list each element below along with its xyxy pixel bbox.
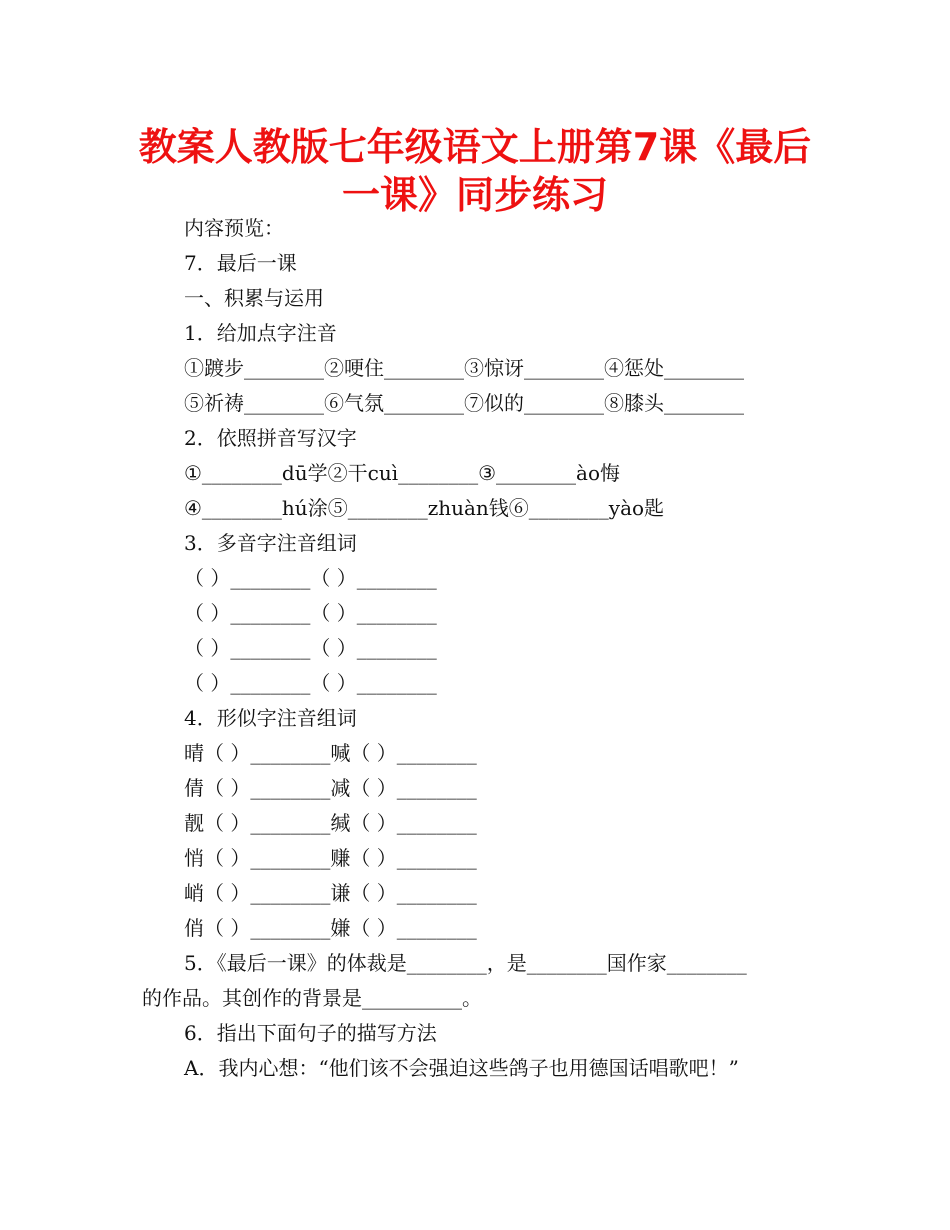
question-4-heading: 4．形似字注音组词 bbox=[184, 706, 357, 730]
question-1-row-2: ⑤祈祷________⑥气氛________⑦似的________⑧膝头________ bbox=[184, 391, 744, 415]
preview-label: 内容预览： bbox=[184, 216, 284, 240]
question-6-item-a: A．我内心想：“他们该不会强迫这些鸽子也用德国话唱歌吧！” bbox=[184, 1056, 739, 1080]
question-2-heading: 2．依照拼音写汉字 bbox=[184, 426, 357, 450]
question-4-row-6: 俏（ ）________嫌（ ）________ bbox=[184, 916, 477, 940]
document-title-line-1: 教案人教版七年级语文上册第7课《最后 bbox=[138, 125, 812, 169]
question-4-row-4: 悄（ ）________赚（ ）________ bbox=[184, 846, 477, 870]
question-1-heading: 1．给加点字注音 bbox=[184, 321, 337, 345]
question-3-row-3: （ ）________（ ）________ bbox=[184, 636, 437, 660]
question-2-row-2: ④________hú涂⑤________zhuàn钱⑥________yào匙 bbox=[184, 496, 665, 520]
question-6-heading: 6．指出下面句子的描写方法 bbox=[184, 1021, 437, 1045]
question-5-line-1: 5．《最后一课》的体裁是________，是________国作家________ bbox=[184, 951, 747, 975]
question-3-heading: 3．多音字注音组词 bbox=[184, 531, 357, 555]
question-4-row-3: 靓（ ）________缄（ ）________ bbox=[184, 811, 477, 835]
question-4-row-5: 峭（ ）________谦（ ）________ bbox=[184, 881, 477, 905]
question-1-row-1: ①踱步________②哽住________③惊讶________④惩处________ bbox=[184, 356, 744, 380]
question-3-row-2: （ ）________（ ）________ bbox=[184, 601, 437, 625]
document-title-line-2: 一课》同步练习 bbox=[341, 173, 608, 217]
question-3-row-4: （ ）________（ ）________ bbox=[184, 671, 437, 695]
question-4-row-2: 倩（ ）________减（ ）________ bbox=[184, 776, 477, 800]
question-3-row-1: （ ）________（ ）________ bbox=[184, 566, 437, 590]
question-2-row-1: ①________dū学②干cuì________③________ào悔 bbox=[184, 461, 620, 485]
section-heading-1: 一、积累与运用 bbox=[184, 286, 324, 310]
question-4-row-1: 晴（ ）________喊（ ）________ bbox=[184, 741, 477, 765]
question-5-line-2: 的作品。其创作的背景是__________。 bbox=[142, 986, 482, 1010]
lesson-heading: 7．最后一课 bbox=[184, 251, 297, 275]
